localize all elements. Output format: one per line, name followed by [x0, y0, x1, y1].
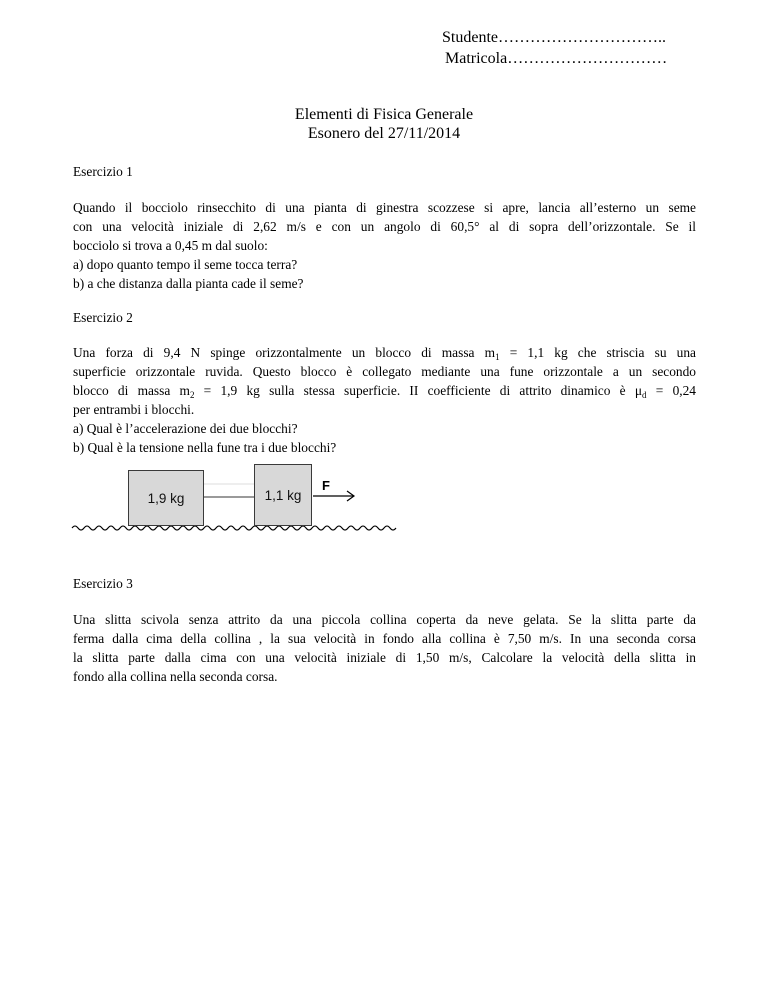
blocks-diagram	[70, 462, 400, 542]
block-m2	[128, 470, 204, 526]
block-m1	[254, 464, 312, 526]
block-m1-label: 1,1 kg	[264, 487, 302, 503]
exercise-2-label: Esercizio 2	[73, 310, 133, 325]
exercise-1-line: con una velocità iniziale di 2,62 m/s e con un angolo di 60,5° al di sopra dell’orizzontale. Se il	[73, 219, 696, 234]
rough-ground-line	[72, 526, 396, 530]
document-title: Elementi di Fisica Generale	[294, 106, 474, 123]
exercise-2-question-a: a) Qual è l’accelerazione dei due blocchi?	[73, 421, 298, 436]
exercise-1-label: Esercizio 1	[73, 164, 133, 179]
exercise-2-line: Una forza di 9,4 N spinge orizzontalmente un blocco di massa $m_1 = 1,1$ kg che striscia su una	[73, 345, 696, 362]
exercise-2-line: per entrambi i blocchi.	[73, 402, 195, 417]
exercise-1-question-a: a) dopo quanto tempo il seme tocca terra?	[73, 257, 298, 272]
exercise-3-line: la slitta parte dalla cima con una velocità iniziale di 1,50 m/s, Calcolare la velocità della slitta in	[73, 650, 696, 665]
matricola-field: Matricola…………………………	[445, 50, 668, 67]
exercise-3-text	[73, 610, 696, 686]
ground-and-rope-drawing	[70, 462, 400, 542]
exercise-1-line: bocciolo si trova a 0,45 m dal suolo:	[73, 238, 268, 253]
exercise-2-text	[73, 343, 696, 457]
student-name-field: Studente…………………………..	[442, 29, 666, 46]
exercise-1-text	[73, 198, 696, 293]
exercise-3-line: fondo alla collina nella seconda corsa.	[73, 669, 278, 684]
exercise-2-line: blocco di massa $m_2 = 1,9$ kg sulla stessa superficie. II coefficiente di attrito dinamico è $\mu_d = 0,24$	[73, 383, 696, 400]
exercise-1-line: Quando il bocciolo rinsecchito di una pianta di ginestra scozzese si apre, lancia all’esterno un seme	[73, 200, 696, 215]
exercise-3-line: ferma dalla cima della collina , la sua velocità in fondo alla collina è 7,50 m/s. In una seconda corsa	[73, 631, 696, 646]
block-m2-label: 1,9 kg	[147, 490, 185, 506]
exercise-3-line: Una slitta scivola senza attrito da una piccola collina coperta da neve gelata. Se la slitta parte da	[73, 612, 696, 627]
force-label: F	[322, 478, 330, 493]
exercise-1-question-b: b) a che distanza dalla pianta cade il seme?	[73, 276, 304, 291]
document-subtitle: Esonero del 27/11/2014	[307, 125, 461, 142]
exercise-2-question-b: b) Qual è la tensione nella fune tra i due blocchi?	[73, 440, 337, 455]
exercise-3-label: Esercizio 3	[73, 576, 133, 591]
exercise-2-line: superficie orizzontale ruvida. Questo blocco è collegato mediante una fune orizzontale a un secondo	[73, 364, 696, 379]
